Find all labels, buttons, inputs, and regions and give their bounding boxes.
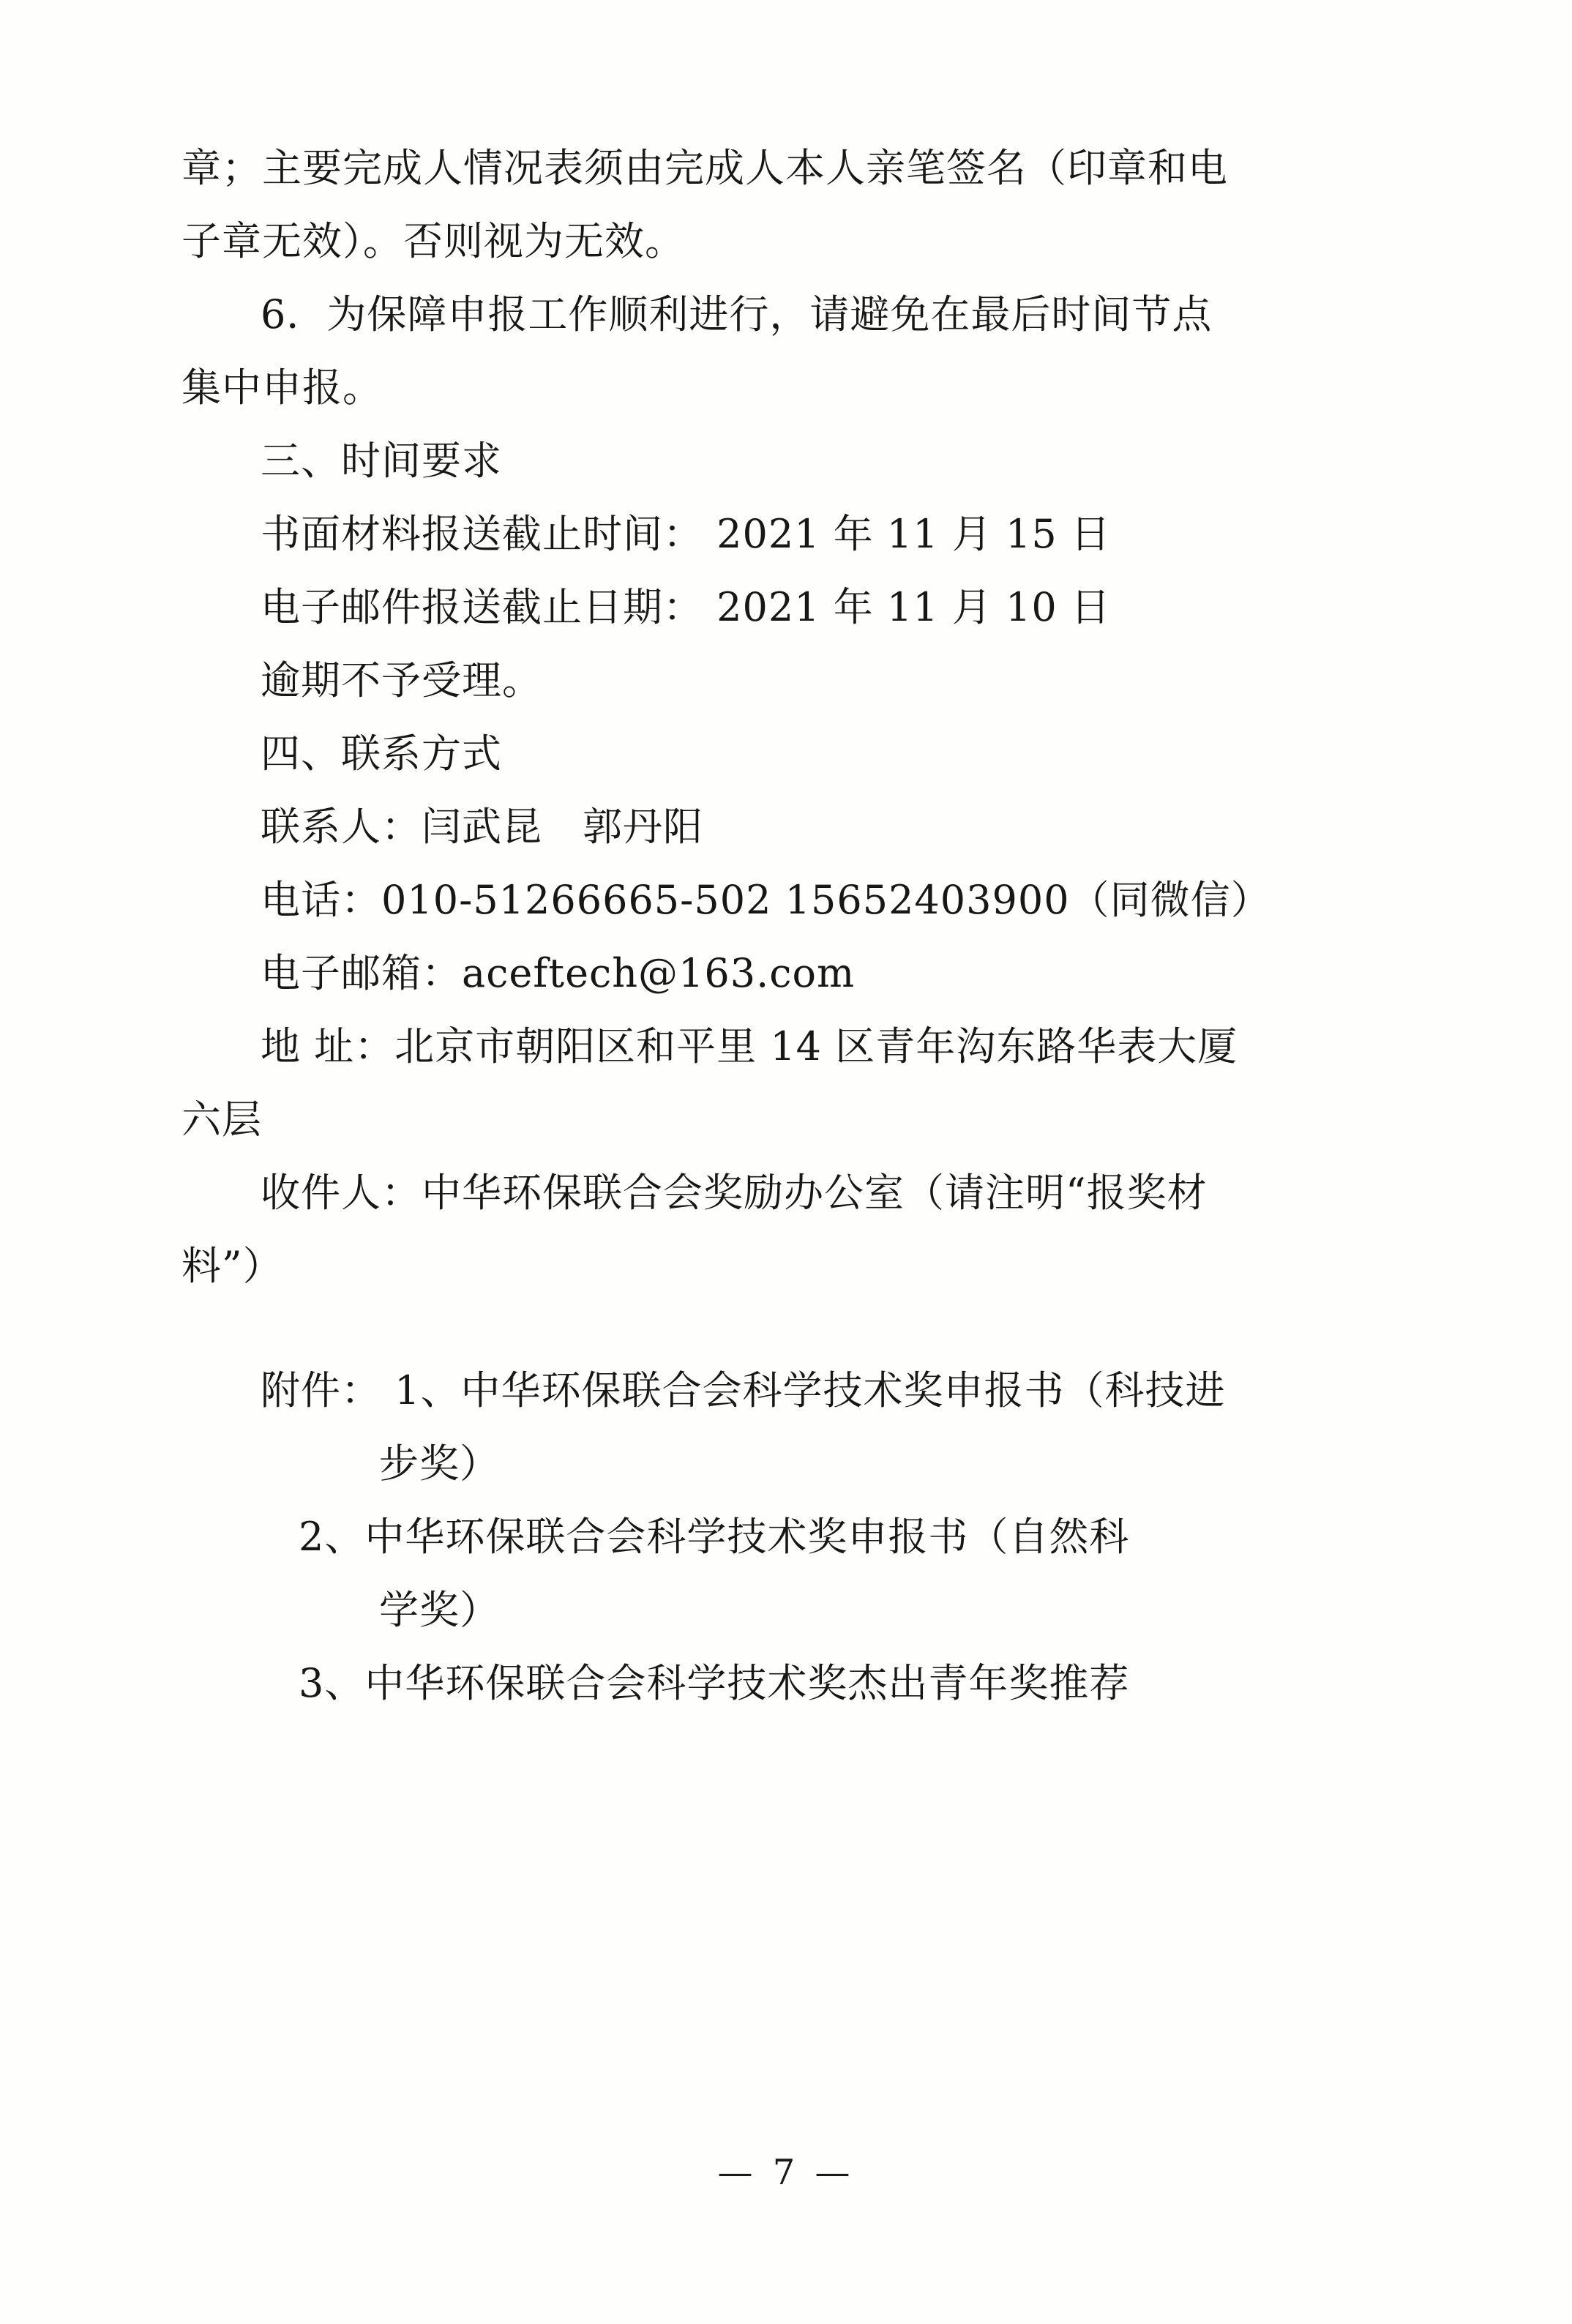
attachment-item-2-cont: 学奖） (379, 1587, 500, 1633)
section-heading-four: 四、联系方式 (261, 731, 502, 777)
body-line-item-6: 6．为保障申报工作顺利进行，请避免在最后时间节点 (261, 291, 1213, 337)
contact-address-cont: 六层 (181, 1096, 262, 1143)
deadline-email: 电子邮件报送截止日期： 2021 年 11 月 10 日 (261, 584, 1111, 630)
recipient: 收件人：中华环保联合会奖励办公室（请注明“报奖材 (261, 1170, 1208, 1216)
attachment-list-label: 附件： 1、中华环保联合会科学技术奖申报书（科技进 (261, 1367, 1226, 1413)
page-number: — 7 — (717, 2152, 855, 2193)
attachment-item-3: 3、中华环保联合会科学技术奖杰出青年奖推荐 (299, 1660, 1130, 1706)
contact-email: 电子邮箱：aceftech@163.com (261, 950, 856, 996)
recipient-cont: 料”） (181, 1243, 283, 1289)
deadline-written-materials: 书面材料报送截止时间： 2021 年 11 月 15 日 (261, 511, 1111, 557)
contact-person: 联系人：闫武昆 郭丹阳 (261, 804, 703, 850)
attachment-item-1-cont: 步奖） (379, 1441, 500, 1487)
body-line: 集中申报。 (181, 365, 383, 411)
section-spacer (181, 1303, 1396, 1354)
body-line: 章；主要完成人情况表须由完成人本人亲笔签名（印章和电 (181, 145, 1228, 191)
body-line: 子章无效）。否则视为无效。 (181, 218, 685, 264)
attachment-item-2: 2、中华环保联合会科学技术奖申报书（自然科 (299, 1514, 1130, 1560)
document-body (181, 132, 1396, 1720)
section-heading-three: 三、时间要求 (261, 438, 502, 484)
overdue-notice: 逾期不予受理。 (261, 657, 542, 703)
contact-phone: 电话：010-51266665-502 15652403900（同微信） (261, 877, 1271, 923)
contact-address: 地 址：北京市朝阳区和平里 14 区青年沟东路华表大厦 (261, 1023, 1238, 1069)
